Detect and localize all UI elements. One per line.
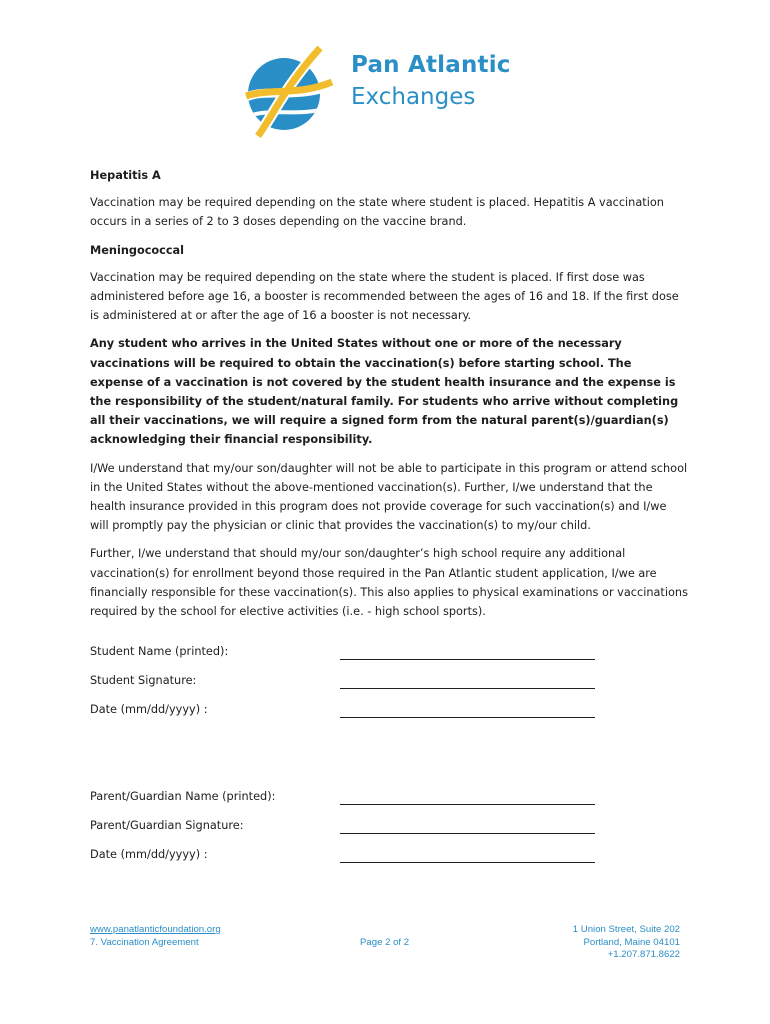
student-signature-line[interactable]	[340, 688, 595, 689]
footer-address	[573, 924, 680, 962]
hepatitis-paragraph: Vaccination may be required depending on the state where student is placed. Hepatitis A vaccination occurs in a series of 2 to 3 doses depending on the vaccine brand.	[90, 196, 664, 229]
vaccination-notice: Any student who arrives in the United States without one or more of the necessary vaccinations will be required to obtain the vaccination(s) before starting school. The expense of a vaccination is not covered by the student health insurance and the expense is the responsibility of the student/natural family. For students who arrive without completing all their vaccinations, we will require a signed form from the natural parent(s)/guardian(s) acknowledging their financial responsibility.	[90, 337, 679, 447]
page-number: Page 2 of 2	[360, 937, 410, 948]
parent-name-row	[90, 790, 610, 810]
further-paragraph: Further, I/we understand that should my/our son/daughter’s high school require any additional vaccination(s) for enrollment beyond those required in the Pan Atlantic student application, I/we are financially responsible for these vaccination(s). This also applies to physical examinations or vaccinations required by the school for elective activities (i.e. - high school sports).	[90, 547, 688, 619]
logo-text-line2: Exchanges	[351, 84, 476, 110]
parent-signature-label: Parent/Guardian Signature:	[90, 819, 244, 832]
parent-date-label: Date (mm/dd/yyyy) :	[90, 848, 208, 861]
understand-paragraph: I/We understand that my/our son/daughter will not be able to participate in this program or attend school in the United States without the above-mentioned vaccination(s). Further, I/we understand that the health insurance provided in this program does not provide coverage for such vaccination(s) and I/we will promptly pay the physician or clinic that provides the vaccination(s) to my/our child.	[90, 461, 688, 533]
student-name-line[interactable]	[340, 659, 595, 660]
parent-date-line[interactable]	[340, 862, 595, 863]
student-date-row	[90, 703, 610, 723]
parent-name-label: Parent/Guardian Name (printed):	[90, 790, 276, 803]
address-line1: 1 Union Street, Suite 202	[572, 924, 680, 935]
footer-left	[90, 924, 221, 949]
student-signature-label: Student Signature:	[90, 674, 197, 687]
globe-logo-icon	[240, 44, 334, 138]
document-name: 7. Vaccination Agreement	[90, 936, 199, 948]
hepatitis-heading: Hepatitis A	[90, 169, 161, 182]
parent-signature-row	[90, 819, 610, 839]
student-date-line[interactable]	[340, 717, 595, 718]
student-date-label: Date (mm/dd/yyyy) :	[90, 703, 208, 716]
parent-name-line[interactable]	[340, 804, 595, 805]
document-body	[90, 166, 688, 630]
parent-signature-line[interactable]	[340, 833, 595, 834]
student-name-row	[90, 645, 610, 665]
parent-date-row	[90, 848, 610, 868]
student-signature-row	[90, 674, 610, 694]
address-line2: Portland, Maine 04101	[583, 936, 680, 948]
pan-atlantic-logo	[240, 44, 540, 138]
phone-number: +1.207.871.8622	[607, 949, 680, 960]
logo-text-line1: Pan Atlantic	[351, 52, 511, 78]
website-link[interactable]: www.panatlanticfoundation.org	[90, 924, 221, 935]
student-name-label: Student Name (printed):	[90, 645, 229, 658]
meningococcal-heading: Meningococcal	[90, 243, 185, 257]
meningococcal-paragraph: Vaccination may be required depending on the state where the student is placed. If first dose was administered before age 16, a booster is recommended between the ages of 16 and 18. If the first dose is administered at or after the age of 16 a booster is not necessary.	[90, 270, 679, 323]
